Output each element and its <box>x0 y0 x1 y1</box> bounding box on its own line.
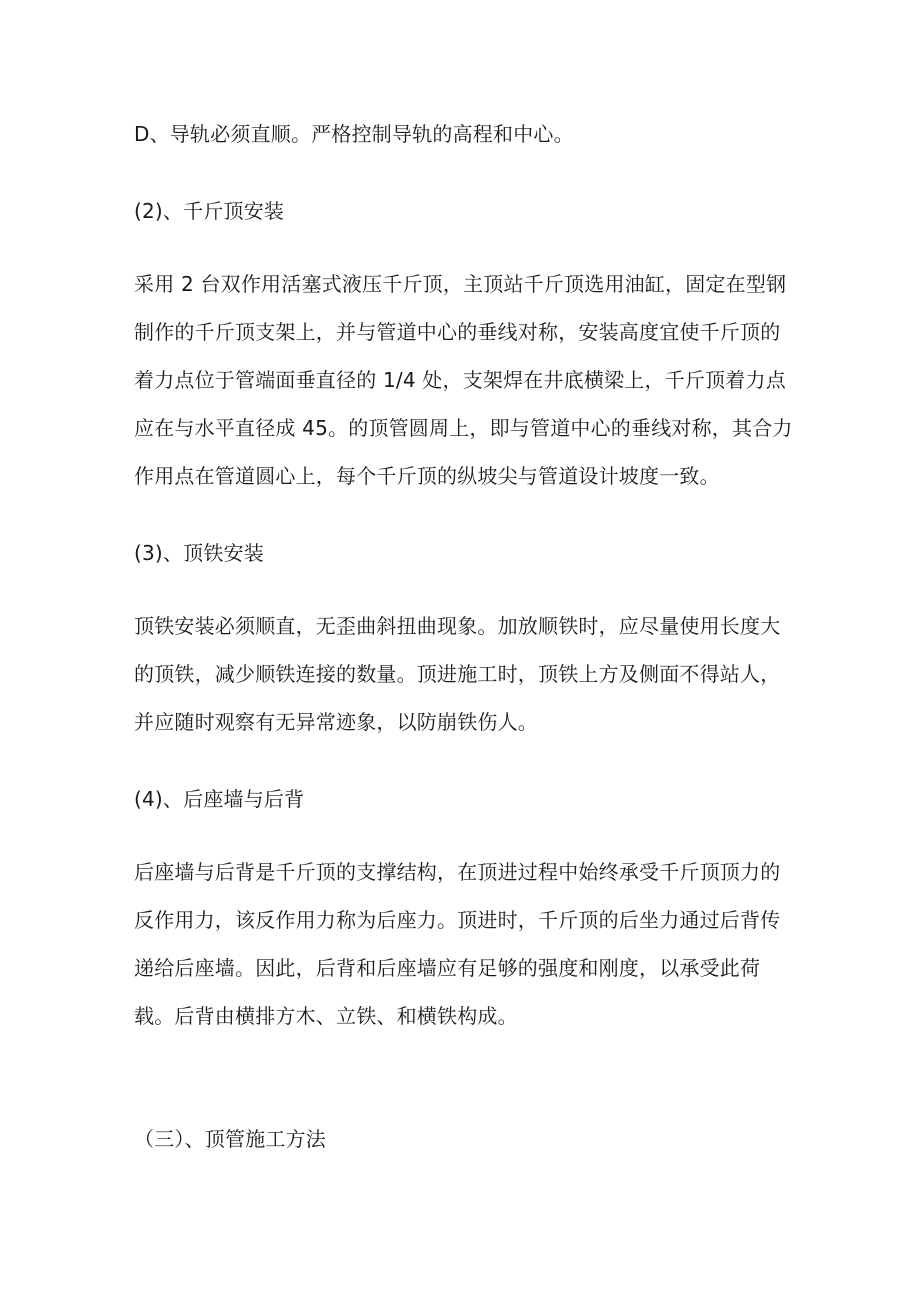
top-iron-paragraph-line-3: 并应随时观察有无异常迹象，以防崩铁伤人。 <box>134 710 538 734</box>
heading-back-wall: (4)、后座墙与后背 <box>134 787 305 811</box>
jack-paragraph-line-3: 着力点位于管端面垂直径的 1/4 处，支架焊在井底横梁上，千斤顶着力点 <box>134 368 786 392</box>
heading-top-iron-installation: (3)、顶铁安装 <box>134 541 264 565</box>
back-wall-paragraph-line-2: 反作用力，该反作用力称为后座力。顶进时，千斤顶的后坐力通过后背传 <box>134 908 781 932</box>
back-wall-paragraph-line-4: 载。后背由横排方木、立铁、和横铁构成。 <box>134 1004 518 1028</box>
back-wall-paragraph-line-3: 递给后座墙。因此，后背和后座墙应有足够的强度和刚度，以承受此荷 <box>134 956 761 980</box>
jack-paragraph-line-4: 应在与水平直径成 45。的顶管圆周上，即与管道中心的垂线对称，其合力 <box>134 416 793 440</box>
heading-pipe-jacking-method: （三）、顶管施工方法 <box>134 1127 326 1151</box>
jack-paragraph-line-5: 作用点在管道圆心上，每个千斤顶的纵坡尖与管道设计坡度一致。 <box>134 464 720 488</box>
item-d-guide-rail: D、导轨必须直顺。严格控制导轨的高程和中心。 <box>134 122 574 146</box>
top-iron-paragraph-line-2: 的顶铁，减少顺铁连接的数量。顶进施工时，顶铁上方及侧面不得站人， <box>134 662 781 686</box>
heading-jack-installation: (2)、千斤顶安装 <box>134 199 285 223</box>
top-iron-paragraph-line-1: 顶铁安装必须顺直，无歪曲斜扭曲现象。加放顺铁时，应尽量使用长度大 <box>134 614 781 638</box>
jack-paragraph-line-1: 采用 2 台双作用活塞式液压千斤顶，主顶站千斤顶选用油缸，固定在型钢 <box>134 272 787 296</box>
back-wall-paragraph-line-1: 后座墙与后背是千斤顶的支撑结构，在顶进过程中始终承受千斤顶顶力的 <box>134 860 781 884</box>
jack-paragraph-line-2: 制作的千斤顶支架上，并与管道中心的垂线对称，安装高度宜使千斤顶的 <box>134 320 781 344</box>
